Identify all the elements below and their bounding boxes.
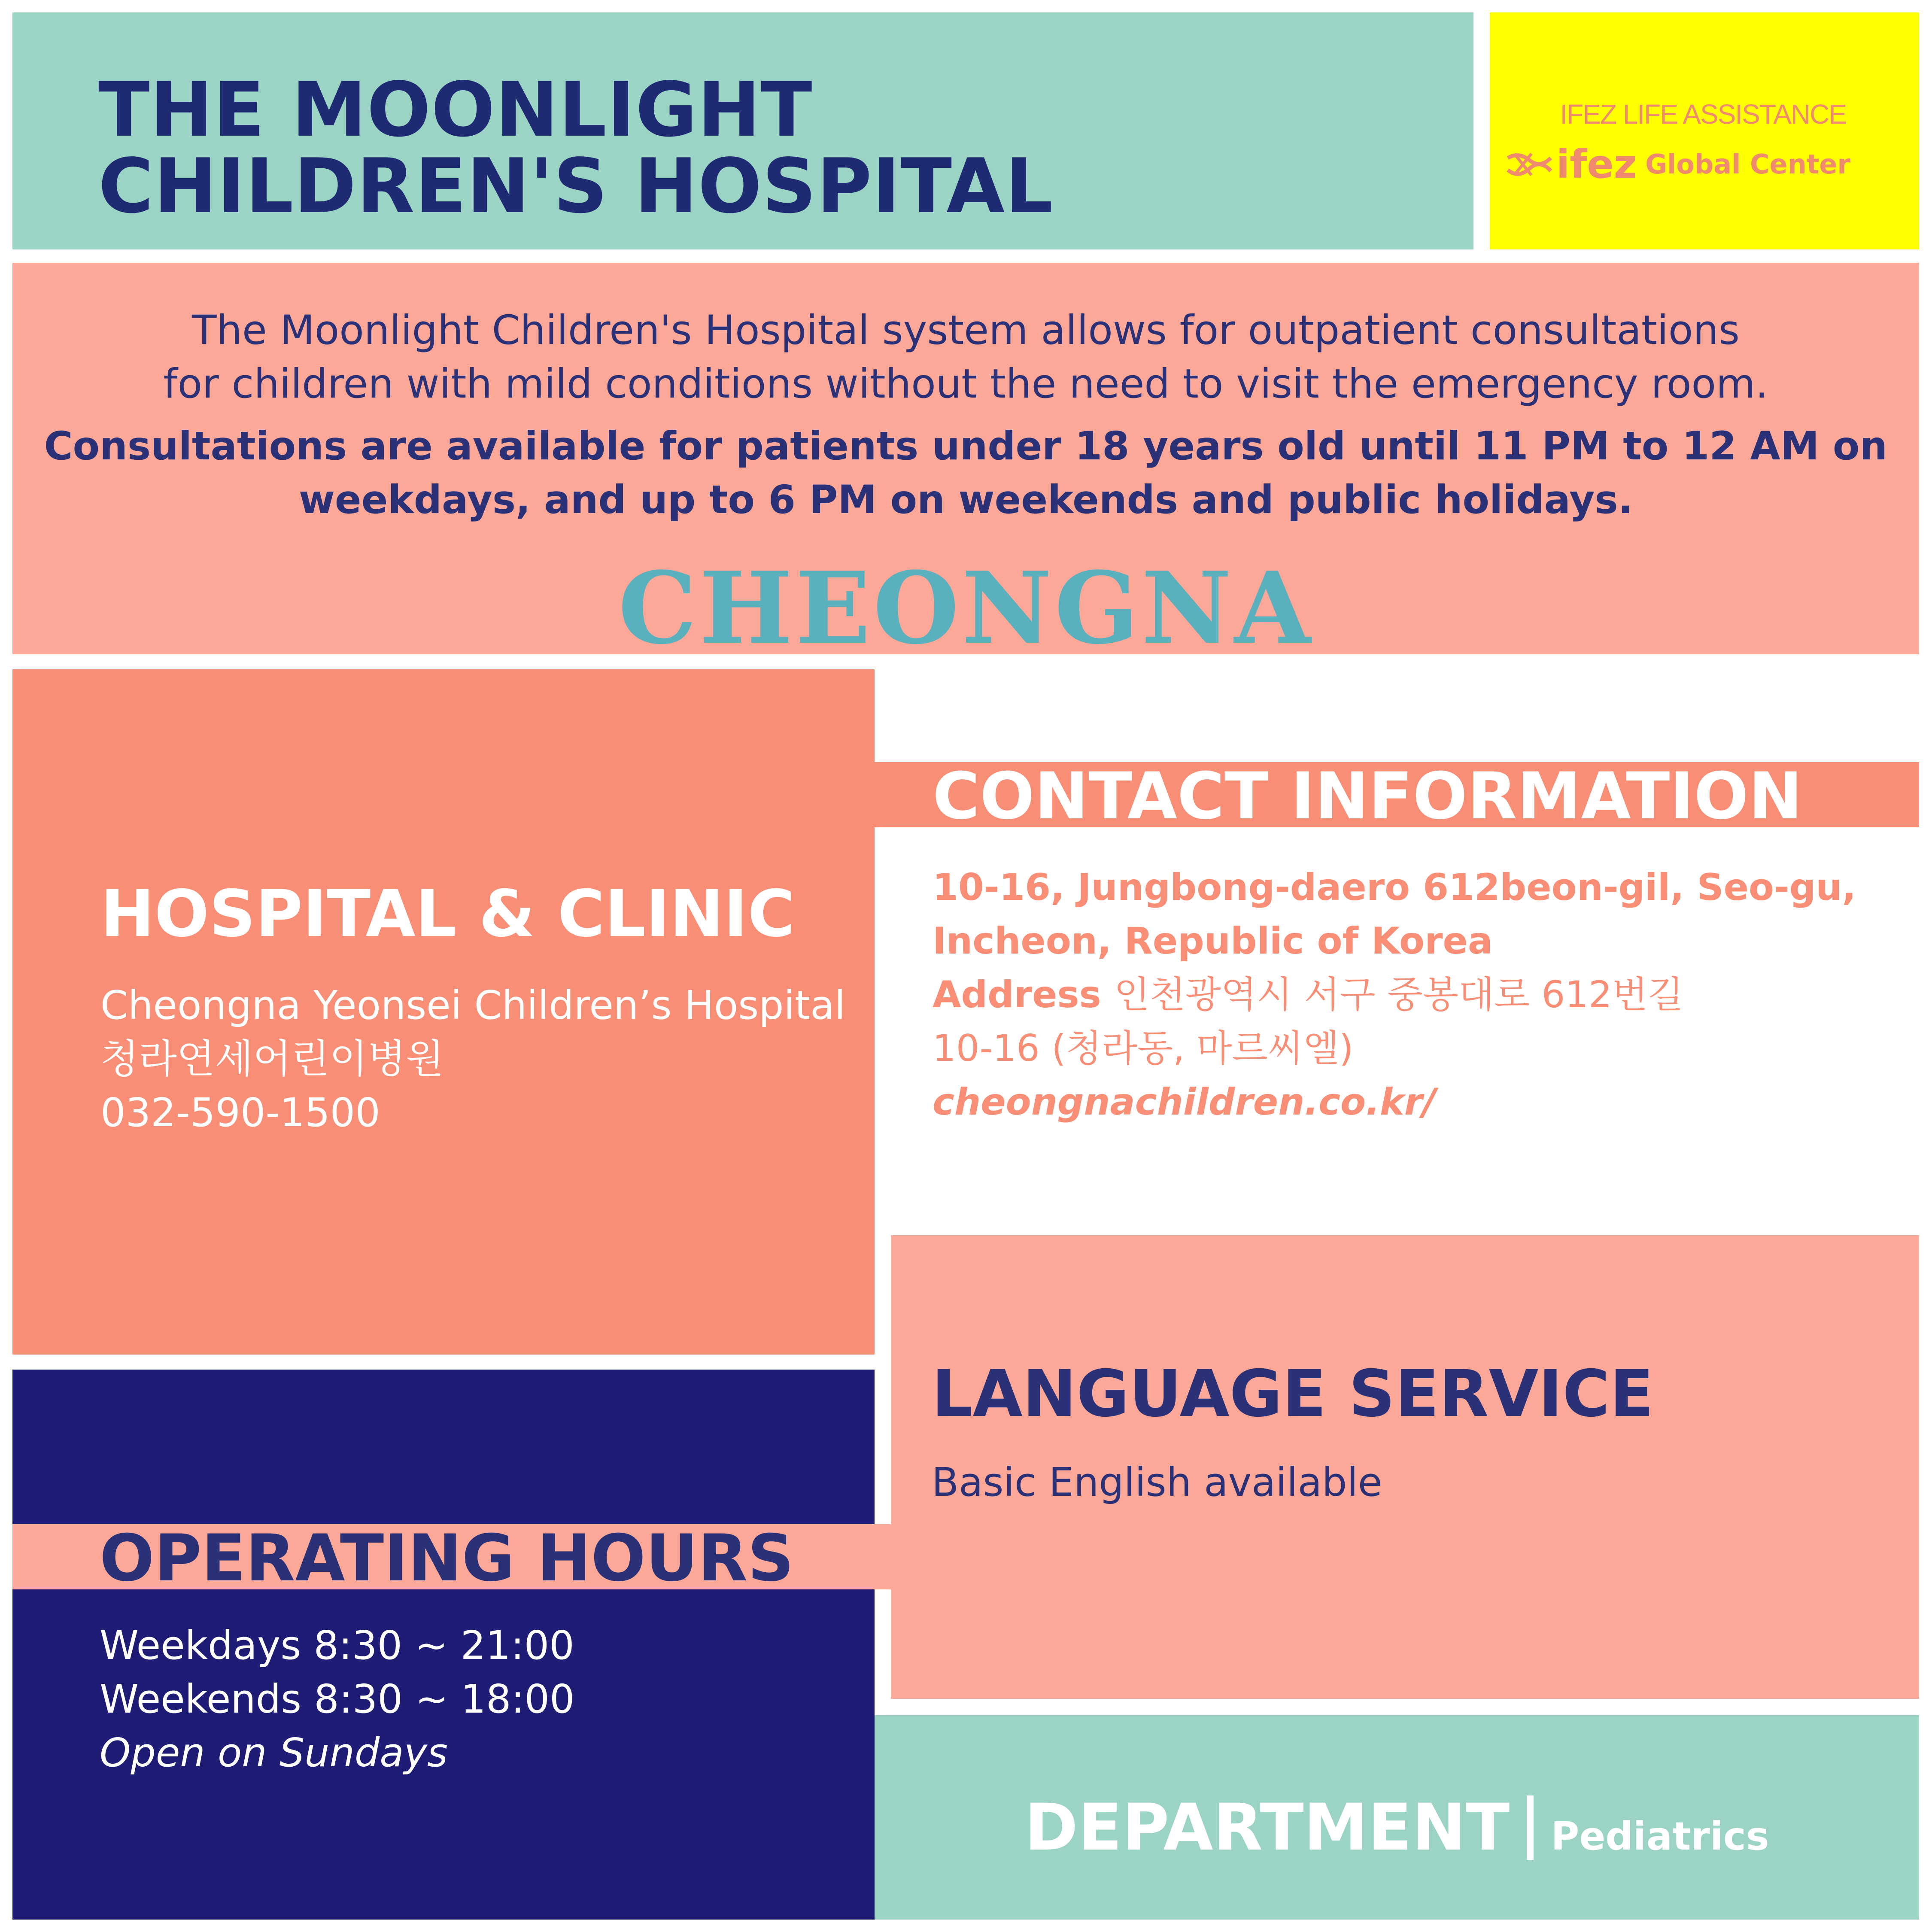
intro-section [12, 263, 1919, 666]
logo-brand: ifez [1556, 141, 1637, 187]
language-heading: LANGUAGE SERVICE [932, 1357, 1654, 1431]
address-kr-line-2: 10-16 (청라동, 마르씨엘) [933, 1027, 1354, 1070]
page-title-line-2: CHILDREN'S HOSPITAL [98, 143, 1054, 230]
website-link[interactable]: cheongnachildren.co.kr/ [933, 1081, 1436, 1124]
hours-weekends: Weekends 8:30 ~ 18:00 [100, 1676, 575, 1722]
hours-weekdays: Weekdays 8:30 ~ 21:00 [100, 1622, 574, 1668]
intro-line-2: for children with mild conditions without the need to visit the emergency room. [163, 361, 1768, 407]
logo-center-text: Global Center [1645, 149, 1850, 180]
intro-bold-line-1: Consultations are available for patients under 18 years old until 11 PM to 12 AM on [44, 424, 1888, 469]
intro-bold-line-2: weekdays, and up to 6 PM on weekends and public holidays. [298, 477, 1633, 522]
title-banner [12, 12, 1473, 249]
hours-note: Open on Sundays [100, 1730, 448, 1776]
hospital-name-en: Cheongna Yeonsei Children’s Hospital [100, 982, 846, 1028]
department-row [875, 1790, 1919, 1865]
address-line-1: 10-16, Jungbong-daero 612beon-gil, Seo-gu, [933, 866, 1856, 909]
intro-description [12, 304, 1919, 411]
department-label: DEPARTMENT [1024, 1790, 1510, 1865]
logo-tagline: IFEZ LIFE ASSISTANCE [1560, 99, 1846, 130]
hours-heading: OPERATING HOURS [100, 1521, 794, 1596]
address-kr-line-1 [933, 968, 1856, 1022]
hospital-phone: 032-590-1500 [100, 1090, 380, 1136]
department-value: Pediatrics [1551, 1814, 1769, 1859]
address-kr-text: 인천광역시 서구 중봉대로 612번길 [1114, 973, 1683, 1016]
contact-heading: CONTACT INFORMATION [933, 759, 1803, 834]
contact-details [933, 861, 1856, 1129]
address-label: Address [933, 973, 1101, 1016]
address-line-2: Incheon, Republic of Korea [933, 920, 1493, 963]
intro-availability [12, 419, 1919, 527]
hospital-name-kr: 청라연세어린이병원 [100, 1036, 444, 1082]
hospital-section [12, 669, 875, 1355]
department-section [875, 1715, 1919, 1920]
hospital-details [100, 978, 845, 1139]
language-text: Basic English available [932, 1459, 1382, 1505]
hours-details [100, 1619, 575, 1780]
department-divider [1527, 1795, 1534, 1860]
ifez-logo-panel [1490, 12, 1919, 249]
logo-row [1506, 141, 1850, 187]
language-section [891, 1235, 1919, 1699]
hospital-heading: HOSPITAL & CLINIC [100, 877, 795, 951]
intro-line-1: The Moonlight Children's Hospital system allows for outpatient consultations [191, 307, 1740, 354]
page-title-line-1: THE MOONLIGHT [98, 67, 813, 154]
area-name: CHEONGNA [618, 550, 1314, 666]
ifez-wave-logo-icon [1506, 149, 1553, 179]
